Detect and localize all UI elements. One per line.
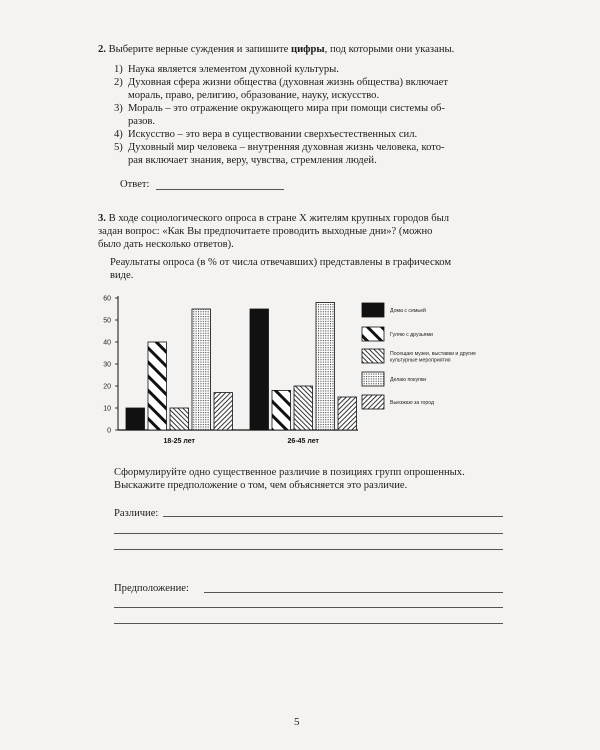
legend-swatch xyxy=(362,349,384,363)
q2-option-5 xyxy=(114,141,445,167)
difference-line-1[interactable] xyxy=(163,516,503,517)
bar-2-2 xyxy=(272,390,291,430)
difference-line-2[interactable] xyxy=(114,533,503,534)
question-3-line: задан вопрос: «Как Вы предпочитаете проводить выходные дни»? (можно xyxy=(98,226,433,238)
y-tick-label: 30 xyxy=(103,361,111,369)
q2-option-text: Духовный мир человека – внутренняя духовная жизнь человека, кото- xyxy=(128,142,445,153)
bar-1-2 xyxy=(250,309,269,430)
results-intro-line: виде. xyxy=(110,270,134,282)
question-2-number: 2. xyxy=(98,44,106,55)
legend-label: Делаю покупки xyxy=(390,377,427,383)
bar-4-2 xyxy=(316,302,335,430)
question-2-prompt-emphasis: цифры xyxy=(290,44,325,55)
answer-line[interactable] xyxy=(156,189,284,190)
category-label: 26-45 лет xyxy=(287,438,319,445)
question-2-prompt-end: , под которыми они указаны. xyxy=(324,44,455,55)
task-text xyxy=(114,466,465,492)
legend-swatch xyxy=(362,395,384,409)
bar-4-1 xyxy=(192,309,211,430)
category-label: 18-25 лет xyxy=(163,438,195,445)
assumption-label: Предположение: xyxy=(114,583,189,594)
question-2-prompt xyxy=(98,43,454,56)
task-line: Сформулируйте одно существенное различие в позициях групп опрошенных. xyxy=(114,467,465,478)
y-tick-label: 50 xyxy=(103,317,111,325)
q2-option-text: Мораль – это отражение окружающего мира при помощи системы об- xyxy=(128,103,445,114)
q2-option-number: 1) xyxy=(114,64,123,75)
bar-1-1 xyxy=(126,408,145,430)
y-tick-label: 20 xyxy=(103,383,111,391)
q2-option-text: мораль, право, религию, образование, науку, искусство. xyxy=(128,90,380,102)
legend-label: Посещаю музеи, выставки и другие xyxy=(390,351,476,357)
q2-option-number: 2) xyxy=(114,77,123,88)
y-tick-label: 40 xyxy=(103,339,111,347)
bar-5-2 xyxy=(338,397,357,430)
legend-swatch xyxy=(362,372,384,386)
legend-label: культурные мероприятия xyxy=(390,357,451,364)
q2-option-text: Наука является элементом духовной культуры. xyxy=(128,64,339,75)
question-3-number: 3. xyxy=(98,213,106,224)
q2-option-number: 3) xyxy=(114,103,123,114)
assumption-line-3[interactable] xyxy=(114,623,503,624)
q2-option-text: Духовная сфера жизни общества (духовная жизнь общества) включает xyxy=(128,77,448,88)
bar-3-1 xyxy=(170,408,189,430)
answer-label: Ответ: xyxy=(120,179,150,190)
y-tick-label: 60 xyxy=(103,295,111,303)
assumption-line-1[interactable] xyxy=(204,592,503,593)
question-3-line: было дать несколько ответов). xyxy=(98,239,234,251)
legend-label: Гуляю с друзьями xyxy=(390,332,433,338)
results-intro-line: Реаультаты опроса (в % от числа отвечавших) представлены в графическом xyxy=(110,257,452,268)
q2-option-number: 5) xyxy=(114,142,123,153)
q2-option-2 xyxy=(114,76,448,102)
q2-option-3 xyxy=(114,102,445,128)
page-number: 5 xyxy=(294,716,300,728)
bar-5-1 xyxy=(214,393,233,430)
q2-option-text: Искусство – это вера в существовании сверхъестественных сил. xyxy=(128,129,418,140)
question-3-text xyxy=(98,212,518,252)
question-2-prompt-start: Выберите верные суждения и запишите xyxy=(108,44,291,55)
legend-swatch xyxy=(362,303,384,317)
bar-2-1 xyxy=(148,342,167,430)
legend-label: Дома с семьей xyxy=(390,308,426,314)
question-3-line: В ходе социологического опроса в стране Х жителям крупных городов был xyxy=(108,213,450,224)
q2-option-text: рая включает знания, веру, чувства, стремления людей. xyxy=(128,155,377,167)
y-tick-label: 0 xyxy=(107,427,111,435)
results-intro xyxy=(110,256,451,282)
legend-label: Выезжаю за город xyxy=(390,400,435,406)
assumption-line-2[interactable] xyxy=(114,607,503,608)
survey-bar-chart xyxy=(90,292,510,452)
difference-line-3[interactable] xyxy=(114,549,503,550)
q2-option-text: разов. xyxy=(128,116,156,128)
q2-option-4 xyxy=(114,128,417,141)
task-line: Выскажите предположение о том, чем объясняется это различие. xyxy=(114,480,408,492)
difference-label: Различие: xyxy=(114,508,159,519)
q2-option-number: 4) xyxy=(114,129,123,140)
legend-swatch xyxy=(362,327,384,341)
y-tick-label: 10 xyxy=(103,405,111,413)
q2-option-1 xyxy=(114,63,339,76)
bar-3-2 xyxy=(294,386,313,430)
